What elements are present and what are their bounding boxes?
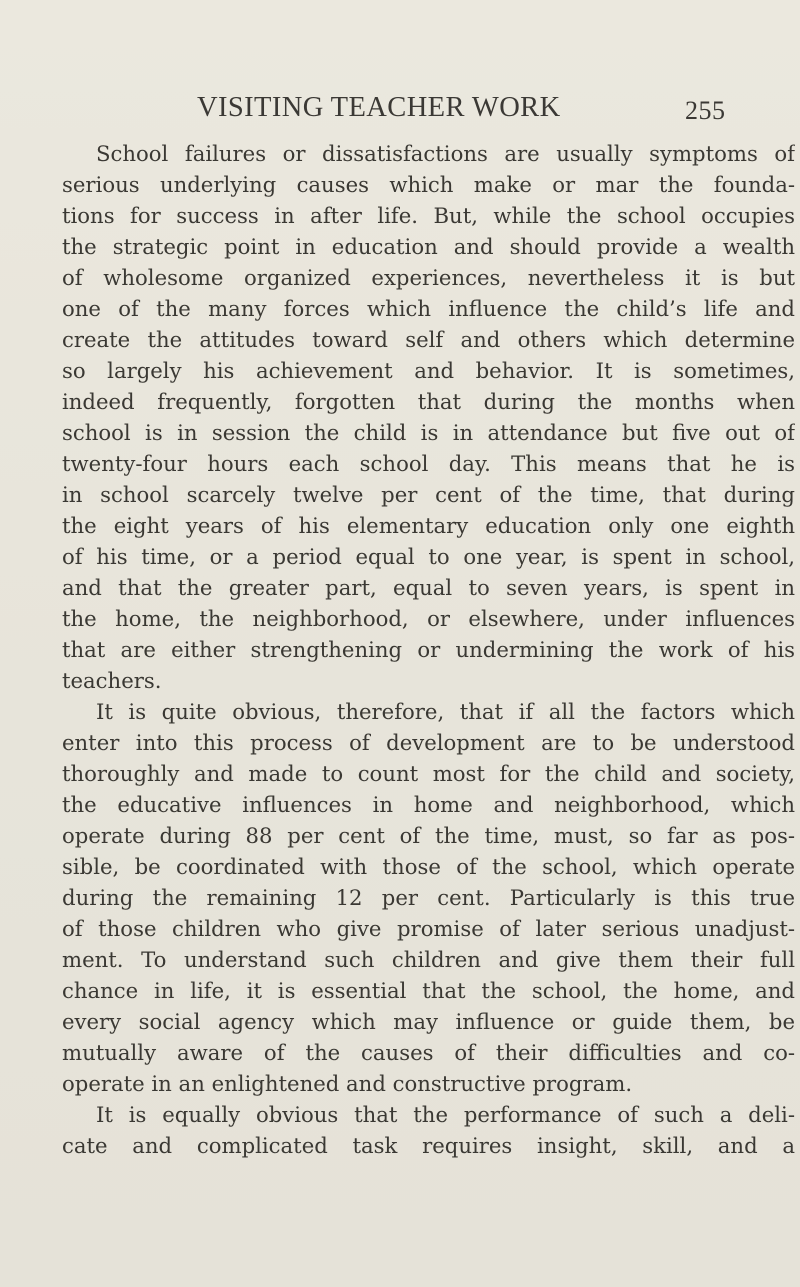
text-line: create the attitudes toward self and others which determine (62, 327, 795, 352)
text-line: the strategic point in education and should provide a wealth (62, 234, 795, 259)
text-line: of wholesome organized experiences, nevertheless it is but (62, 265, 795, 290)
text-line: every social agency which may influence or guide them, be (62, 1009, 795, 1034)
body-text (62, 138, 795, 1161)
text-line: the home, the neighborhood, or elsewhere, under influences (62, 606, 795, 631)
text-line: during the remaining 12 per cent. Particularly is this true (62, 885, 795, 910)
text-line: chance in life, it is essential that the school, the home, and (62, 978, 795, 1003)
page-number: 255 (685, 96, 726, 125)
text-line: in school scarcely twelve per cent of the time, that during (62, 482, 795, 507)
text-line: thoroughly and made to count most for the child and society, (62, 761, 795, 786)
text-line: operate in an enlightened and constructive program. (62, 1071, 633, 1096)
page-header (197, 92, 797, 128)
text-line: School failures or dissatisfactions are usually symptoms of (96, 141, 795, 166)
running-head: VISITING TEACHER WORK (197, 92, 561, 123)
text-line: and that the greater part, equal to seven years, is spent in (62, 575, 795, 600)
text-line: enter into this process of development are to be understood (62, 730, 795, 755)
text-line: operate during 88 per cent of the time, must, so far as pos- (62, 823, 795, 848)
text-line: cate and complicated task requires insight, skill, and a (62, 1133, 795, 1158)
text-line: school is in session the child is in attendance but five out of (62, 420, 795, 445)
text-line: twenty-four hours each school day. This means that he is (62, 451, 795, 476)
text-line: of those children who give promise of later serious unadjust- (62, 916, 795, 941)
text-line: indeed frequently, forgotten that during the months when (62, 389, 795, 414)
text-line: of his time, or a period equal to one year, is spent in school, (62, 544, 795, 569)
text-line: so largely his achievement and behavior. It is sometimes, (62, 358, 795, 383)
text-line: serious underlying causes which make or mar the founda- (62, 172, 795, 197)
text-line: teachers. (62, 668, 162, 693)
text-line: that are either strengthening or undermining the work of his (62, 637, 795, 662)
text-line: mutually aware of the causes of their difficulties and co- (62, 1040, 795, 1065)
text-line: sible, be coordinated with those of the school, which operate (62, 854, 795, 879)
text-line: It is quite obvious, therefore, that if all the factors which (96, 699, 795, 724)
text-line: one of the many forces which influence the child’s life and (62, 296, 795, 321)
text-line: tions for success in after life. But, while the school occupies (62, 203, 795, 228)
text-line: ment. To understand such children and give them their full (62, 947, 795, 972)
text-line: It is equally obvious that the performance of such a deli- (96, 1102, 795, 1127)
text-line: the educative influences in home and neighborhood, which (62, 792, 795, 817)
text-line: the eight years of his elementary education only one eighth (62, 513, 795, 538)
